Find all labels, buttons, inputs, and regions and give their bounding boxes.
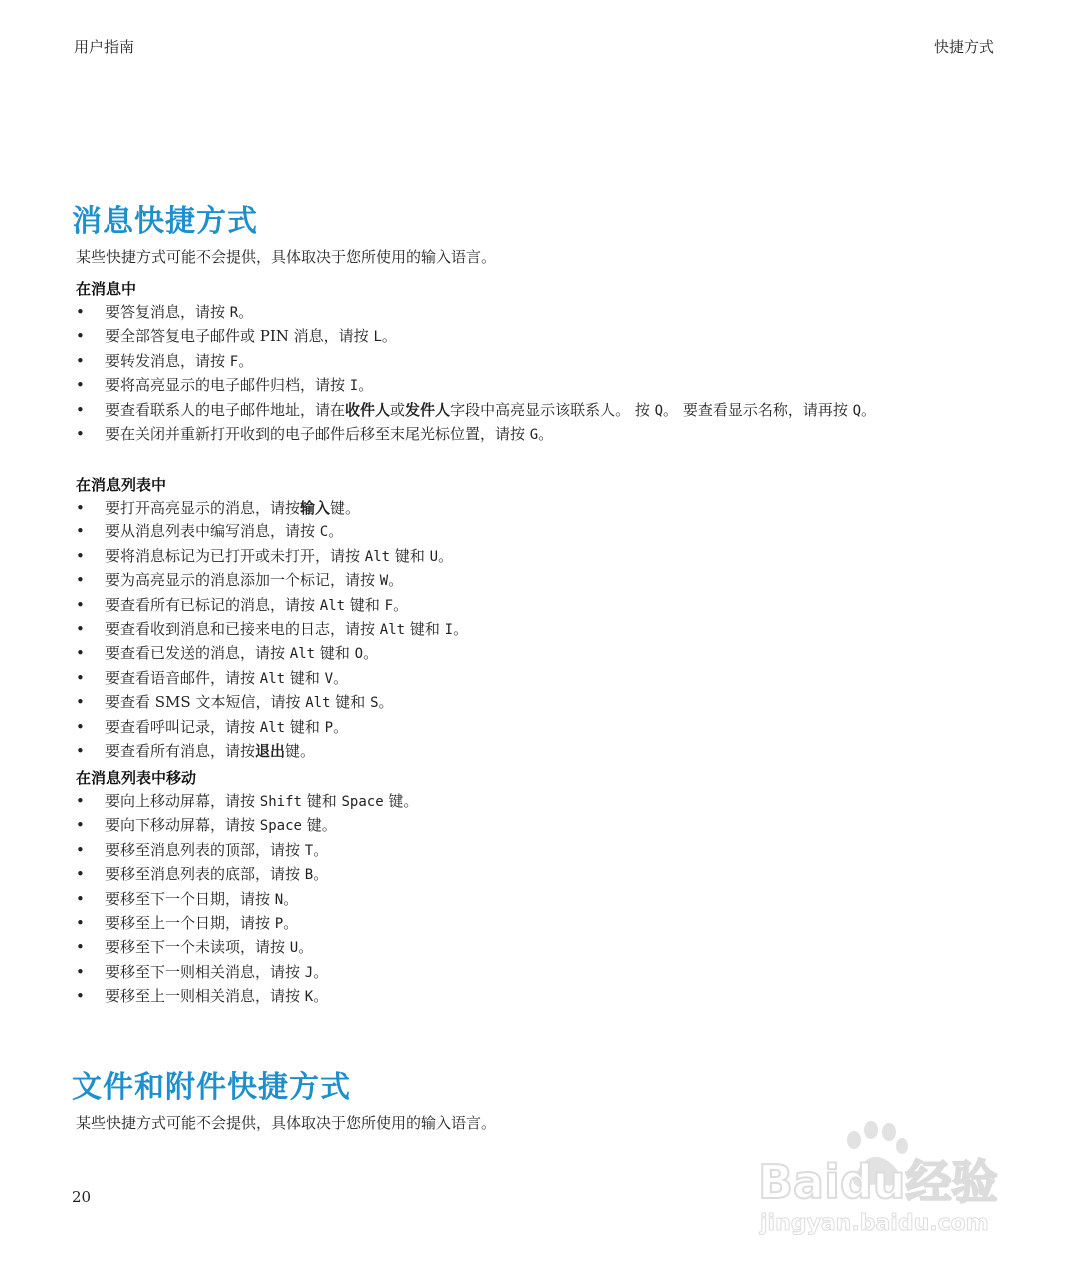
- item-text: 。: [378, 693, 394, 712]
- item-text: 。: [381, 327, 397, 346]
- list-item: [76, 569, 996, 593]
- item-text: 或: [390, 400, 406, 419]
- item-text: 要移至消息列表的底部，请按: [105, 865, 305, 884]
- ui-term: 输入: [300, 499, 331, 517]
- item-text: 。: [283, 889, 299, 908]
- item-text: 键。: [330, 499, 361, 517]
- item-text: 要移至下一个日期，请按: [105, 889, 275, 908]
- shortcut-key: U: [289, 940, 299, 957]
- item-text: 要移至下一个未读项，请按: [105, 938, 290, 957]
- list-item: [76, 594, 996, 618]
- list-item: [76, 740, 996, 763]
- list-item: [76, 350, 996, 374]
- list-item: [76, 618, 996, 642]
- item-text: 键和: [405, 620, 445, 639]
- ui-term: 收件人: [345, 400, 391, 419]
- list-item: [76, 888, 996, 912]
- item-text: 。: [538, 425, 554, 444]
- item-text: 键和: [315, 644, 355, 663]
- shortcut-key: S: [370, 695, 379, 712]
- shortcut-key: C: [319, 524, 329, 541]
- list-item: [76, 716, 996, 740]
- group-move-in-list: [76, 767, 996, 1010]
- item-text: 。: [328, 522, 344, 541]
- shortcut-key: K: [304, 989, 314, 1006]
- item-text: 要从消息列表中编写消息，请按: [105, 522, 320, 541]
- item-text: 要移至上一则相关消息，请按: [105, 987, 305, 1006]
- item-text: 要在关闭并重新打开收到的电子邮件后移至末尾光标位置，请按: [105, 425, 530, 444]
- item-text: 。: [363, 644, 379, 663]
- shortcut-key: B: [304, 867, 314, 884]
- item-text: 键。: [301, 816, 337, 835]
- list-item: [76, 520, 996, 544]
- item-text: 要移至消息列表的顶部，请按: [105, 840, 305, 859]
- shortcut-key: R: [229, 305, 239, 321]
- item-text: 。: [298, 938, 314, 957]
- item-text: 键和: [285, 717, 325, 736]
- item-text: 要查看收到消息和已接来电的日志，请按: [105, 620, 380, 639]
- item-text: 要查看呼叫记录，请按: [105, 717, 260, 736]
- shortcut-key: Alt: [259, 719, 286, 736]
- item-text: 键和: [330, 693, 371, 712]
- shortcut-key: Alt: [259, 670, 286, 687]
- item-text: 要为高亮显示的消息添加一个标记，请按: [105, 571, 380, 590]
- shortcut-key: W: [379, 573, 389, 590]
- item-text: 。: [238, 351, 254, 370]
- list-item: [76, 399, 996, 423]
- item-text: 要查看语音邮件，请按: [105, 668, 260, 687]
- list-item: [76, 497, 996, 520]
- list-item: [76, 839, 996, 863]
- group-heading: 在消息中: [76, 280, 137, 298]
- item-text: 要查看已发送的消息，请按: [105, 644, 290, 663]
- shortcut-key: L: [373, 329, 382, 346]
- shortcut-key: I: [349, 378, 359, 395]
- header-doc-title: 用户指南: [74, 38, 135, 56]
- shortcut-key: Q: [852, 402, 862, 419]
- list-item: [76, 985, 996, 1009]
- shortcut-key: T: [304, 842, 314, 859]
- item-text: 要查看所有消息，请按: [105, 742, 256, 761]
- item-text: 键和: [345, 595, 385, 614]
- baidu-jingyan-watermark: [750, 1118, 1010, 1238]
- item-text: 要全部答复电子邮件或 PIN 消息，请按: [105, 327, 374, 346]
- item-text: 键和: [301, 792, 342, 810]
- ui-term: 发件人: [405, 400, 451, 419]
- list-item: [76, 325, 996, 349]
- item-text: 。: [238, 303, 254, 321]
- group-in-message: [76, 278, 996, 447]
- shortcut-key: Alt: [319, 597, 346, 614]
- shortcut-key: Alt: [364, 548, 391, 565]
- item-text: 字段中高亮显示该联系人。 按: [450, 400, 655, 419]
- item-text: 。: [388, 571, 404, 590]
- group-heading: 在消息列表中: [76, 476, 167, 494]
- shortcut-list: [76, 790, 996, 1010]
- item-text: 要向上移动屏幕，请按: [105, 792, 260, 810]
- shortcut-key: J: [304, 964, 314, 981]
- shortcut-key: F: [384, 597, 394, 614]
- group-heading: 在消息列表中移动: [76, 769, 197, 787]
- shortcut-key: Alt: [379, 622, 406, 639]
- item-text: 。: [333, 668, 349, 687]
- section-title-files-attachments: 文件和附件快捷方式: [72, 1070, 351, 1105]
- item-text: 键。: [285, 742, 316, 761]
- shortcut-key: Alt: [305, 695, 331, 712]
- list-item: [76, 301, 996, 325]
- item-text: 要移至下一则相关消息，请按: [105, 962, 305, 981]
- item-text: 要将消息标记为已打开或未打开，请按: [105, 546, 365, 565]
- item-text: 要移至上一个日期，请按: [105, 914, 275, 933]
- item-text: 。 要查看显示名称，请再按: [663, 400, 853, 419]
- shortcut-key: Q: [654, 402, 664, 419]
- shortcut-key: Space: [259, 818, 302, 835]
- ui-term: 退出: [255, 742, 286, 761]
- shortcut-key: O: [354, 646, 364, 663]
- item-text: 。: [393, 595, 409, 614]
- section-intro-messages: 某些快捷方式可能不会提供，具体取决于您所使用的输入语言。: [76, 248, 497, 266]
- item-text: 。: [453, 620, 469, 639]
- shortcut-key: P: [324, 719, 334, 736]
- shortcut-key: N: [274, 891, 284, 908]
- shortcut-key: Shift: [259, 794, 302, 810]
- shortcut-key: P: [274, 916, 284, 933]
- item-text: 。: [438, 546, 454, 565]
- shortcut-list: [76, 301, 996, 447]
- list-item: [76, 691, 996, 715]
- shortcut-list: [76, 497, 996, 763]
- item-text: 键。: [383, 792, 419, 810]
- section-title-messages: 消息快捷方式: [72, 204, 258, 239]
- header-chapter-title: 快捷方式: [933, 38, 994, 56]
- item-text: 要向下移动屏幕，请按: [105, 816, 260, 835]
- shortcut-key: F: [229, 353, 239, 370]
- item-text: 。: [861, 400, 877, 419]
- list-item: [76, 863, 996, 887]
- list-item: [76, 423, 996, 447]
- item-text: 要查看 SMS 文本短信，请按: [105, 693, 306, 712]
- list-item: [76, 936, 996, 960]
- list-item: [76, 961, 996, 985]
- shortcut-key: I: [444, 622, 454, 639]
- list-item: [76, 667, 996, 691]
- item-text: 。: [313, 987, 329, 1006]
- shortcut-key: V: [324, 670, 334, 687]
- item-text: 键和: [285, 668, 325, 687]
- list-item: [76, 642, 996, 666]
- page-number: 20: [72, 1188, 92, 1206]
- list-item: [76, 790, 996, 814]
- item-text: 要查看所有已标记的消息，请按: [105, 595, 320, 614]
- watermark-brand: Baidu经验: [758, 1155, 998, 1209]
- item-text: 。: [333, 717, 349, 736]
- item-text: 要打开高亮显示的消息，请按: [105, 499, 301, 517]
- list-item: [76, 814, 996, 838]
- item-text: 要将高亮显示的电子邮件归档，请按: [105, 376, 350, 395]
- item-text: 。: [313, 962, 329, 981]
- item-text: 要答复消息，请按: [105, 303, 230, 321]
- list-item: [76, 545, 996, 569]
- item-text: 要转发消息，请按: [105, 351, 230, 370]
- shortcut-key: G: [529, 427, 539, 444]
- shortcut-key: Alt: [289, 646, 316, 663]
- item-text: 要查看联系人的电子邮件地址，请在: [105, 400, 346, 419]
- watermark-url: jingyan.baidu.com: [760, 1211, 989, 1236]
- item-text: 键和: [390, 546, 430, 565]
- section-intro-files: 某些快捷方式可能不会提供，具体取决于您所使用的输入语言。: [76, 1114, 497, 1132]
- item-text: 。: [313, 865, 329, 884]
- item-text: 。: [283, 914, 299, 933]
- item-text: 。: [358, 376, 374, 395]
- list-item: [76, 912, 996, 936]
- shortcut-key: U: [429, 548, 439, 565]
- item-text: 。: [313, 840, 329, 859]
- list-item: [76, 374, 996, 398]
- group-message-list: [76, 474, 996, 763]
- shortcut-key: Space: [341, 794, 384, 810]
